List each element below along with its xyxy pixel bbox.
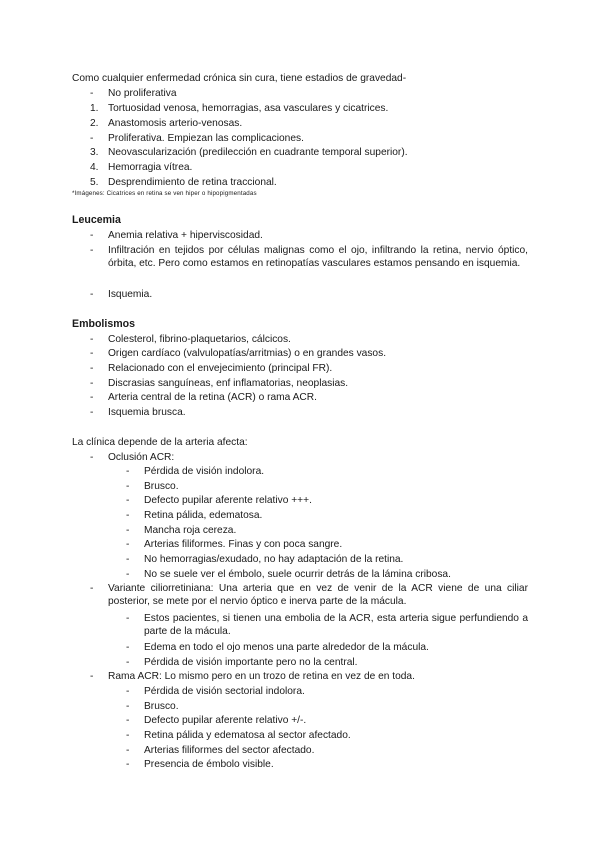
list-item: Pérdida de visión importante pero no la central. bbox=[144, 657, 358, 668]
dash-marker: - bbox=[126, 481, 130, 492]
dash-marker: - bbox=[90, 583, 94, 594]
image-note: *Imágenes: Cicatrices en retina se ven hiper o hipopigmentadas bbox=[72, 190, 257, 197]
dash-marker: - bbox=[126, 569, 130, 580]
dash-marker: - bbox=[126, 495, 130, 506]
list-item: Hemorragia vítrea. bbox=[108, 162, 193, 173]
dash-marker: - bbox=[126, 642, 130, 653]
group-label: Rama ACR: Lo mismo pero en un trozo de retina en vez de en toda. bbox=[108, 671, 415, 682]
list-item: Arterias filiformes. Finas y con poca sangre. bbox=[144, 539, 343, 550]
group-label: Variante ciliorretiniana: Una arteria que en vez de venir de la ACR viene de una ciliar posterior, se mete por el nervio óptico e inerva parte de la mácula. bbox=[108, 583, 528, 607]
group-label: Oclusión ACR: bbox=[108, 452, 175, 463]
list-item: Pérdida de visión indolora. bbox=[144, 466, 265, 477]
list-item: Desprendimiento de retina traccional. bbox=[108, 177, 277, 188]
dash-marker: - bbox=[90, 334, 94, 345]
dash-marker: - bbox=[126, 686, 130, 697]
list-item: Mancha roja cereza. bbox=[144, 525, 237, 536]
dash-marker: - bbox=[126, 466, 130, 477]
dash-marker: - bbox=[90, 392, 94, 403]
list-item: Anemia relativa + hiperviscosidad. bbox=[108, 230, 263, 241]
dash-marker: - bbox=[90, 407, 94, 418]
list-item: Arteria central de la retina (ACR) o rama ACR. bbox=[108, 392, 317, 403]
dash-marker: - bbox=[126, 745, 130, 756]
dash-marker: - bbox=[90, 378, 94, 389]
dash-marker: - bbox=[90, 289, 94, 300]
list-item: Neovascularización (predilección en cuadrante temporal superior). bbox=[108, 147, 408, 158]
list-item: Brusco. bbox=[144, 481, 179, 492]
list-item: Retina pálida y edematosa al sector afectado. bbox=[144, 730, 351, 741]
list-marker: - bbox=[90, 88, 94, 99]
list-item: Relacionado con el envejecimiento (principal FR). bbox=[108, 363, 333, 374]
list-item: Tortuosidad venosa, hemorragias, asa vasculares y cicatrices. bbox=[108, 103, 389, 114]
intro-text: Como cualquier enfermedad crónica sin cura, tiene estadios de gravedad- bbox=[72, 73, 407, 84]
dash-marker: - bbox=[126, 554, 130, 565]
list-marker: 5. bbox=[90, 177, 99, 188]
list-item: Arterias filiformes del sector afectado. bbox=[144, 745, 315, 756]
dash-marker: - bbox=[126, 525, 130, 536]
dash-marker: - bbox=[126, 730, 130, 741]
list-item: Defecto pupilar aferente relativo +++. bbox=[144, 495, 312, 506]
dash-marker: - bbox=[126, 701, 130, 712]
list-marker: 3. bbox=[90, 147, 99, 158]
list-item: Pérdida de visión sectorial indolora. bbox=[144, 686, 305, 697]
list-item: Isquemia. bbox=[108, 289, 153, 300]
list-marker: - bbox=[90, 133, 94, 144]
list-marker: 2. bbox=[90, 118, 99, 129]
dash-marker: - bbox=[126, 657, 130, 668]
list-item: Isquemia brusca. bbox=[108, 407, 186, 418]
list-item: Presencia de émbolo visible. bbox=[144, 759, 274, 770]
list-item: Proliferativa. Empiezan las complicaciones. bbox=[108, 133, 304, 144]
list-item: Origen cardíaco (valvulopatías/arritmias) o en grandes vasos. bbox=[108, 348, 387, 359]
dash-marker: - bbox=[126, 759, 130, 770]
list-marker: 1. bbox=[90, 103, 99, 114]
list-item: No proliferativa bbox=[108, 88, 177, 99]
dash-marker: - bbox=[90, 671, 94, 682]
list-item: No se suele ver el émbolo, suele ocurrir detrás de la lámina cribosa. bbox=[144, 569, 451, 580]
list-item: Retina pálida, edematosa. bbox=[144, 510, 263, 521]
list-item: Colesterol, fibrino-plaquetarios, cálcicos. bbox=[108, 334, 291, 345]
list-item: Anastomosis arterio-venosas. bbox=[108, 118, 243, 129]
dash-marker: - bbox=[126, 510, 130, 521]
list-item: Discrasias sanguíneas, enf inflamatorias, neoplasias. bbox=[108, 378, 349, 389]
dash-marker: - bbox=[90, 363, 94, 374]
list-marker: 4. bbox=[90, 162, 99, 173]
dash-marker: - bbox=[126, 613, 130, 624]
dash-marker: - bbox=[126, 715, 130, 726]
dash-marker: - bbox=[90, 452, 94, 463]
list-item: Defecto pupilar aferente relativo +/-. bbox=[144, 715, 307, 726]
list-item: Infiltración en tejidos por células malignas como el ojo, infiltrando la retina, nervio óptico, órbita, etc. Pero como estamos en retinopatías vasculares estamos pensando en isquemia. bbox=[108, 245, 528, 269]
list-item: Edema en todo el ojo menos una parte alrededor de la mácula. bbox=[144, 642, 429, 653]
dash-marker: - bbox=[90, 230, 94, 241]
list-item: Estos pacientes, si tienen una embolia de la ACR, esta arteria sigue perfundiendo a parte de la mácula. bbox=[144, 613, 528, 637]
clinica-intro: La clínica depende de la arteria afecta: bbox=[72, 437, 248, 448]
list-item: No hemorragias/exudado, no hay adaptación de la retina. bbox=[144, 554, 404, 565]
list-item: Brusco. bbox=[144, 701, 179, 712]
dash-marker: - bbox=[126, 539, 130, 550]
section-title-leucemia: Leucemia bbox=[72, 214, 121, 226]
dash-marker: - bbox=[90, 245, 94, 256]
dash-marker: - bbox=[90, 348, 94, 359]
section-title-embolismos: Embolismos bbox=[72, 318, 135, 330]
